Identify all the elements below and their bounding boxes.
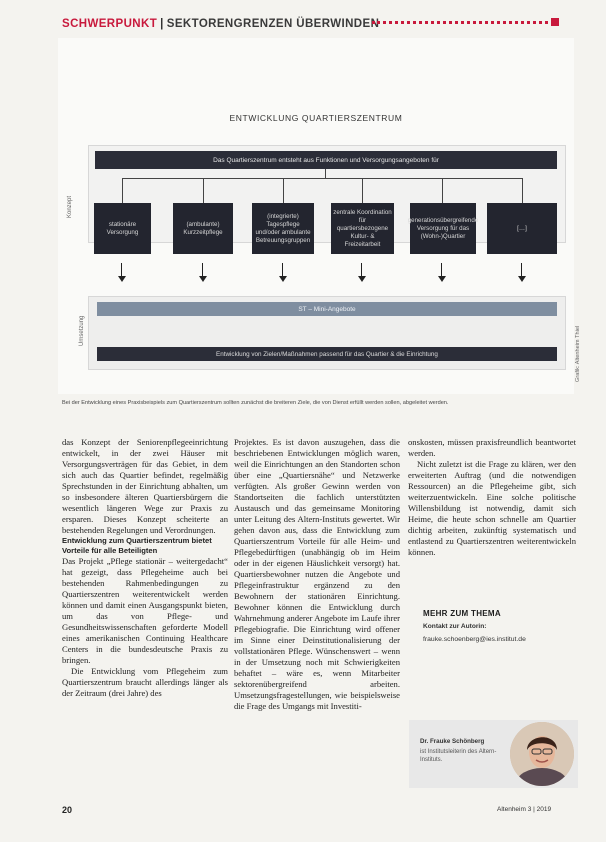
header-dotted-rule [372, 21, 548, 24]
more-heading: MEHR ZUM THEMA [423, 609, 501, 618]
header-separator: | [160, 18, 164, 30]
figure-top-bar: Das Quartierszentrum entsteht aus Funktionen und Versorgungsangeboten für [95, 151, 557, 169]
paragraph: das Konzept der Seniorenpflegeeinrichtung entwickelt, in der zwei Häuser mit Versorgungsverträgen für das Gebiet, in dem sich auch das Quartier befindet, regelmäßig Sprechstunden in der Einrichtung abhalten, um so insbesondere älteren Quartiersbürgern die wesentlich längeren Wege zur Praxis zu ersparen. Dieses Konzept scheiterte an bestehenden Regelungen und Verordnungen. [62, 437, 228, 535]
paragraph: Projektes. Es ist davon auszugehen, dass die beschriebenen Entwicklungen möglich waren, weil die Einrichtungen an den Standorten schon über eine „Quartiersnähe“ und Netzwerke verfügten. Als großer Gewinn werden von Standortseiten die fachlich unterstützten Austausch und das gemeinsame Monitoring unter Leitung des Altern-Instituts gewertet. Wir gehen davon aus, dass die Entwicklung zum Quartierszentrum Vorteile für alle Heim- und Pflegebedürftigen (unabhängig ob im Heim oder in der eigenen Häuslichkeit versorgt) hat. Quartiersbewohner nutzen die Angebote und Pflegeinfrastruktur ergänzend zu den Bewohnern der stationären Einrichtung. Bewohner können die Entwicklung durch Wahrnehmung anderer Angebote im Laufe ihrer Pflegebiografie. Die Einrichtung wird offener im Sinne einer Deinstitutionalisierung der vollstationären Pflege. Wünschenswert – wenn in der Umsetzung noch mit Schwierigkeiten behaftet – wäre es, wenn Mitarbeiter sektorenübergreifend arbeiten. Umsetzungsfragestellungen, wie beispielsweise die Frage des Umgangs mit Investiti- [234, 437, 400, 711]
connector-drop-2 [203, 178, 204, 203]
connector-bus [122, 178, 522, 179]
down-arrow-icon [202, 263, 203, 277]
text-column-2 [234, 437, 400, 712]
figure-bottom-bar: Entwicklung von Zielen/Maßnahmen passend für das Quartier & die Einrichtung [97, 347, 557, 361]
down-arrow-icon [282, 263, 283, 277]
down-arrow-icon [441, 263, 442, 277]
header-section: SCHWERPUNKT [62, 18, 158, 30]
down-arrow-icon [361, 263, 362, 277]
concept-label: Konzept [67, 195, 73, 218]
subheading: Entwicklung zum Quartierszentrum bietet Vorteile für alle Beteiligten [62, 536, 212, 555]
function-box-1: stationäre Versorgung [94, 203, 151, 254]
paragraph: Das Projekt „Pflege stationär – weitergedacht“ hat gezeigt, dass Pflegeheime auch bei bestehenden Rahmenbedingungen zu Quartierszentren weiterentwickelt werden können und damit einen Ausgangspunkt bieten, um das von Pflege- und Gesundheitswissenschaften geforderte Modell eines amerikanischen Continuing Healthcare Centers in die bundesdeutsche Praxis zu bringen. [62, 556, 228, 665]
figure-credit: Grafik: Altenheim Thiel [575, 325, 581, 382]
author-name: Dr. Frauke Schönberg [420, 738, 485, 745]
function-box-4: zentrale Koordination für quartiersbezogene Kultur- & Freizeitarbeit [331, 203, 394, 254]
author-photo [510, 722, 574, 786]
connector-drop-5 [442, 178, 443, 203]
header-square-marker [551, 18, 559, 26]
paragraph: Nicht zuletzt ist die Frage zu klären, wer den erweiterten Auftrag (und die notwendigen Ressourcen) an die Pflegeheime gibt, sich weiterzuentwickeln. Eine solche politische Willensbildung ist notwendig, damit sich Heime, die heute schon schnelle am Quartier dichtig arbeiten, zukünftig systematisch und entlastend zu Quartierszentren weiterentwickeln können. [408, 459, 576, 557]
down-arrow-icon [521, 263, 522, 277]
connector-drop-6 [522, 178, 523, 203]
function-box-2: (ambulante) Kurzzeitpflege [173, 203, 233, 254]
figure-caption: Bei der Entwicklung eines Praxisbeispiels zum Quartierszentrum sollten zunächst die breiteren Ziele, die von Dienst erfüllt werden sollen, abgeleitet werden. [62, 400, 449, 406]
paragraph: Die Entwicklung vom Pflegeheim zum Quartierszentrum braucht allerdings länger als der Zeitraum (drei Jahre) des [62, 666, 228, 698]
function-box-5: generationsübergreifende Versorgung für das (Wohn-)Quartier [410, 203, 476, 254]
text-column-3 [408, 437, 576, 558]
paragraph: onskosten, müssen praxisfreundlich beantwortet werden. [408, 437, 576, 458]
header-topic: SEKTORENGRENZEN ÜBERWINDEN [166, 18, 380, 30]
connector-drop-1 [122, 178, 123, 203]
magazine-issue: Altenheim 3 | 2019 [497, 806, 552, 813]
function-box-3: (integrierte) Tagespflege und/oder ambulante Betreuungsgruppen [252, 203, 314, 254]
connector-drop-3 [283, 178, 284, 203]
section-header [62, 18, 379, 30]
page-number: 20 [62, 805, 73, 815]
text-column-1 [62, 437, 228, 699]
author-role: ist Institutsleiterin des Altern-Instituts. [420, 749, 497, 763]
figure-title: ENTWICKLUNG QUARTIERSZENTRUM [229, 113, 403, 123]
connector-trunk [325, 169, 326, 178]
more-subheading: Kontakt zur Autorin: [423, 623, 487, 630]
connector-drop-4 [362, 178, 363, 203]
author-email-link[interactable]: frauke.schoenberg@ies.institut.de [423, 636, 526, 643]
avatar-portrait-icon [510, 722, 574, 786]
function-box-6: […] [487, 203, 557, 254]
implementation-label: Umsetzung [79, 315, 85, 346]
down-arrow-icon [121, 263, 122, 277]
figure-middle-bar: ST – Mini-Angebote [97, 302, 557, 316]
